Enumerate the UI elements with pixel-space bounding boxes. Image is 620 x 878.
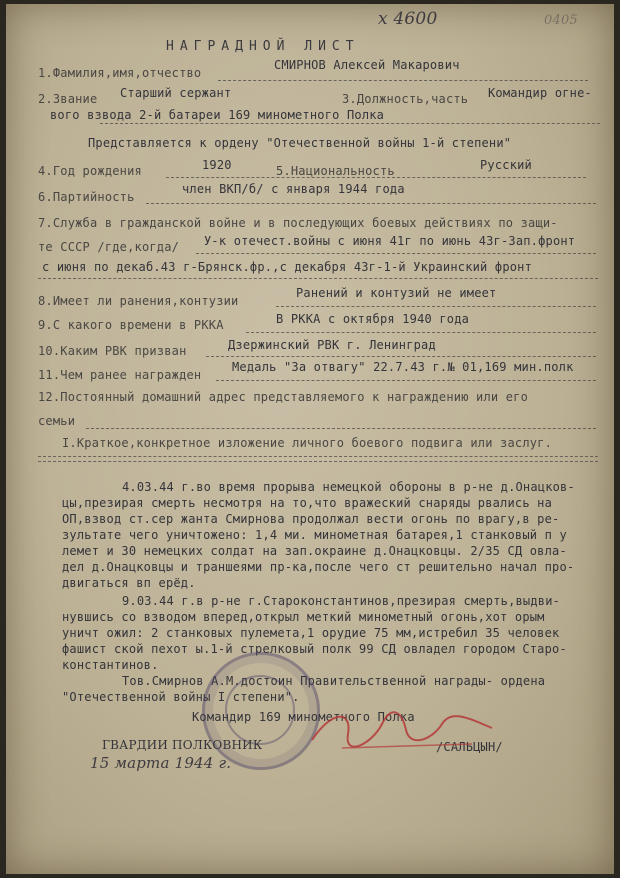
narrative-line: зультате чего уничтожено: 1,4 ми. минометная батарея,1 станковый п у xyxy=(62,528,567,542)
field-4-label: 4.Год рождения xyxy=(38,164,142,178)
page-title: НАГРАДНОЙ ЛИСТ xyxy=(166,39,360,54)
field-6-label: 6.Партийность xyxy=(38,190,135,204)
field-10-underline xyxy=(206,356,596,357)
field-10-value: Дзержинский РВК г. Ленинград xyxy=(228,338,436,352)
field-1-value: СМИРНОВ Алексей Макарович xyxy=(274,58,460,72)
narrative-line: константинов. xyxy=(62,658,159,672)
narrative-line: Тов.Смирнов А.М.достоин Правительственной награды- ордена xyxy=(122,674,546,688)
field-7-underline-2 xyxy=(38,278,598,279)
narrative-line: ОП,взвод ст.сер жанта Смирнова продолжал вести огонь по врагу,в ре- xyxy=(62,512,560,526)
field-2-label: 2.Звание xyxy=(38,92,98,106)
field-10-label: 10.Каким РВК призван xyxy=(38,344,187,358)
field-9-underline xyxy=(246,332,596,333)
field-6-value: член ВКП/б/ с января 1944 года xyxy=(182,182,405,196)
field-3-value: Командир огне- xyxy=(488,86,592,100)
narrative-line: 4.03.44 г.во время прорыва немецкой обороны в р-не д.Онацков- xyxy=(122,480,575,494)
commander-role: Командир 169 минометного Полка xyxy=(192,710,415,724)
field-4-underline xyxy=(166,177,586,178)
field-4-value: 1920 xyxy=(202,158,232,172)
field-5-value: Русский xyxy=(480,158,532,172)
field-7-label-line-1: 7.Служба в гражданской войне и в последующих боевых действиях по защи- xyxy=(38,216,558,230)
field-7-label-line-2: те СССР /где,когда/ xyxy=(38,240,180,254)
commander-name: /САЛЬЦЫН/ xyxy=(436,740,503,754)
field-9-label: 9.С какого времени в РККА xyxy=(38,318,224,332)
narrative-line: дел д.Онацковцы и траншеями пр-ка,после чего ст решительно начал про- xyxy=(62,560,575,574)
narrative-line: "Отечественной войны I степени". xyxy=(62,690,300,704)
field-12-label-line-2: семьи xyxy=(38,414,76,428)
field-8-value: Ранений и контузий не имеет xyxy=(296,286,497,300)
field-5-label: 5.Национальность xyxy=(276,164,395,178)
section-1-rule-2 xyxy=(38,461,598,462)
narrative-line: уничт ожил: 2 станковых пулемета,1 орудие 75 мм,истребил 35 человек xyxy=(62,626,560,640)
corner-number: 0405 xyxy=(544,13,578,28)
handwritten-signature xyxy=(302,700,502,760)
field-12-label-line-1: 12.Постоянный домашний адрес представляемого к награждению или его xyxy=(38,390,529,404)
narrative-line: нувшись со взводом вперед,открыл меткий минометный огонь,хот орым xyxy=(62,610,545,624)
award-sheet xyxy=(6,4,614,874)
narrative-line: двигаться вп ерёд. xyxy=(62,576,196,590)
narrative-line: цы,презирая смерть несмотря на то,что вражеский снаряды рвались на xyxy=(62,496,553,510)
field-8-label: 8.Имеет ли ранения,контузии xyxy=(38,294,239,308)
section-1-rule-1 xyxy=(38,456,598,457)
field-9-value: В РККА с октября 1940 года xyxy=(276,312,470,326)
signature-date: 15 марта 1944 г. xyxy=(90,754,232,772)
archive-number: х 4600 xyxy=(378,9,438,29)
field-2-underline xyxy=(100,123,600,124)
field-1-label: 1.Фамилия,имя,отчество xyxy=(38,66,202,80)
field-12-underline xyxy=(86,428,596,429)
field-3-label: 3.Должность,часть xyxy=(342,92,469,106)
field-11-label: 11.Чем ранее награжден xyxy=(38,368,202,382)
field-6-underline xyxy=(146,203,596,204)
narrative-line: 9.03.44 г.в р-не г.Староконстантинов,презирая смерть,выдви- xyxy=(122,594,561,608)
field-8-underline xyxy=(276,306,596,307)
commander-rank: ГВАРДИИ ПОЛКОВНИК xyxy=(102,738,263,752)
presented-to-line: Представляется к ордену "Отечественной войны 1-й степени" xyxy=(88,136,512,150)
narrative-line: фашист ской пехот ы.1-й стрелковый полк 99 СД овладел городом Старо- xyxy=(62,642,567,656)
section-1-heading: I.Краткое,конкретное изложение личного боевого подвига или заслуг. xyxy=(62,436,553,450)
field-2-value: Старший сержант xyxy=(120,86,232,100)
narrative-line: лемет и 30 немецких солдат на зап.окраине д.Онацковцы. 2/35 СД овла- xyxy=(62,544,567,558)
field-7-value-line-1: У-к отечест.войны с июня 41г по июнь 43г-Зап.фронт xyxy=(204,234,576,248)
field-7-value-line-2: с июня по декаб.43 г-Брянск.фр.,с декабря 43г-1-й Украинский фронт xyxy=(42,260,533,274)
field-3-value-cont: вого взвода 2-й батареи 169 минометного Полка xyxy=(50,108,385,122)
field-7-underline-1 xyxy=(196,253,596,254)
field-11-underline xyxy=(216,380,596,381)
field-1-underline xyxy=(218,80,588,81)
field-11-value: Медаль "За отвагу" 22.7.43 г.№ 01,169 мин.полк xyxy=(232,360,574,374)
